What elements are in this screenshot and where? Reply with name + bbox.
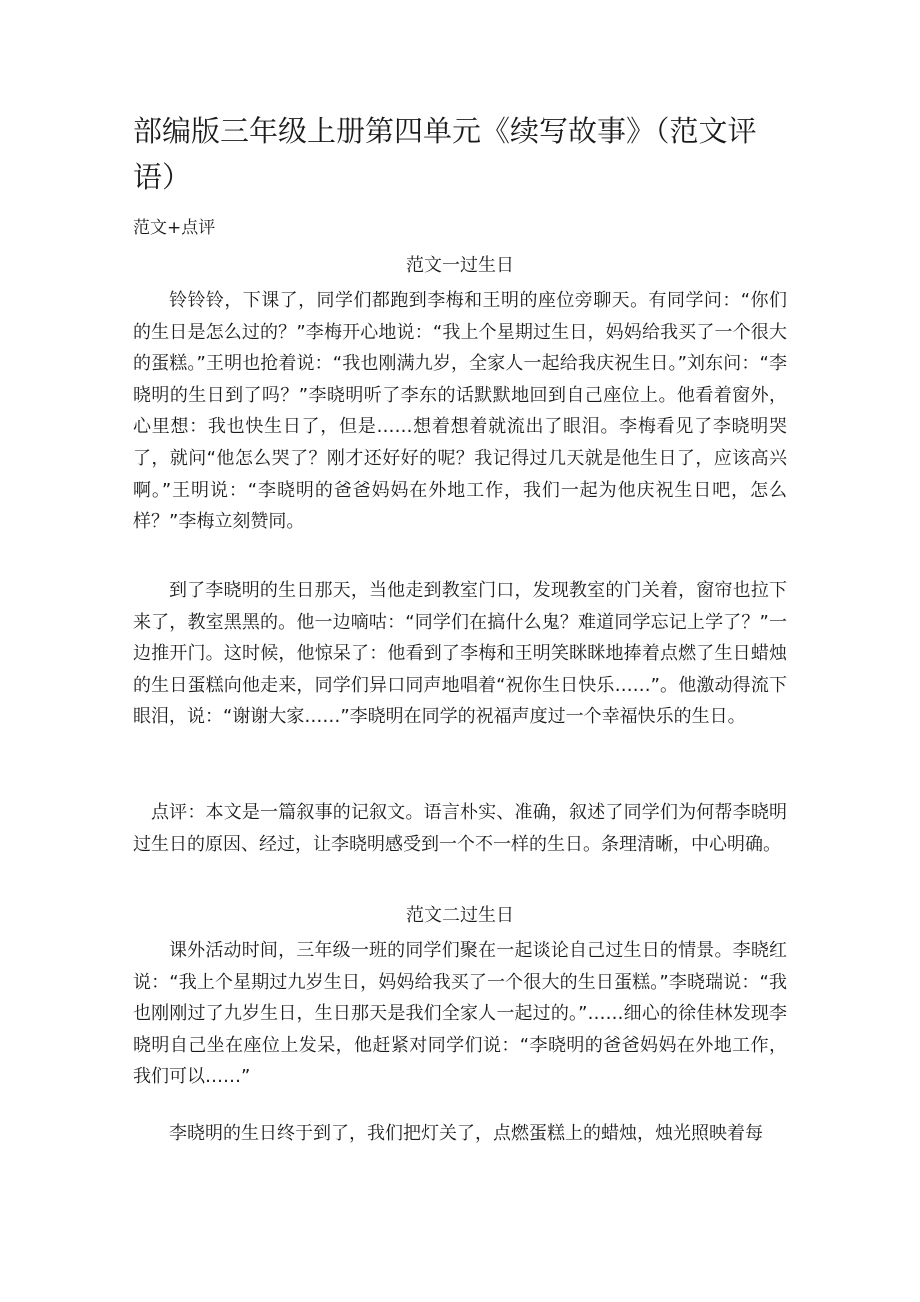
essay-2-paragraph-1: 课外活动时间，三年级一班的同学们聚在一起谈论自己过生日的情景。李晓红说：“我上个星期过九岁生日，妈妈给我买了一个很大的生日蛋糕。”李晓瑞说：“我也刚刚过了九岁生日，生日那天是我们全家人一起过的。”……细心的徐佳林发现李晓明自己坐在座位上发呆，他赶紧对同学们说：“李晓明的爸爸妈妈在外地工作，我们可以……” xyxy=(133,940,787,1088)
essay-2-paragraph-2: 李晓明的生日终于到了，我们把灯关了，点燃蛋糕上的蜡烛，烛光照映着每 xyxy=(169,1123,763,1144)
essay-1-paragraph-1: 铃铃铃，下课了，同学们都跑到李梅和王明的座位旁聊天。有同学问：“你们的生日是怎么过的？”李梅开心地说：“我上个星期过生日，妈妈给我买了一个很大的蛋糕。”王明也抢着说：“我也刚满九岁，全家人一起给我庆祝生日。”刘东问：“李晓明的生日到了吗？”李晓明听了李东的话默默地回到自己座位上。他看着窗外，心里想：我也快生日了，但是……想着想着就流出了眼泪。李梅看见了李晓明哭了，就问“他怎么哭了？刚才还好好的呢？我记得过几天就是他生日了，应该高兴啊。”王明说：“李晓明的爸爸妈妈在外地工作，我们一起为他庆祝生日吧，怎么样？”李梅立刻赞同。 xyxy=(133,290,787,533)
essay-1-paragraph-2: 到了李晓明的生日那天，当他走到教室门口，发现教室的门关着，窗帘也拉下来了，教室黑黑的。他一边嘀咕：“同学们在搞什么鬼？难道同学忘记上学了？”一边推开门。这时候，他惊呆了：他看到了李梅和王明笑眯眯地捧着点燃了生日蜡烛的生日蛋糕向他走来，同学们异口同声地唱着“祝你生日快乐……”。他激动得流下眼泪，说：“谢谢大家……”李晓明在同学的祝福声度过一个幸福快乐的生日。 xyxy=(133,580,787,728)
essay-2-title: 范文二过生日 xyxy=(406,905,514,926)
document-title: 部编版三年级上册第四单元《续写故事》（范文评语） xyxy=(133,114,757,194)
section-subheading: 范文+点评 xyxy=(133,218,216,238)
essay-1-comment: 点评：本文是一篇叙事的记叙文。语言朴实、准确，叙述了同学们为何帮李晓明过生日的原因、经过，让李晓明感受到一个不一样的生日。条理清晰，中心明确。 xyxy=(133,802,787,855)
essay-1-title: 范文一过生日 xyxy=(406,255,514,276)
